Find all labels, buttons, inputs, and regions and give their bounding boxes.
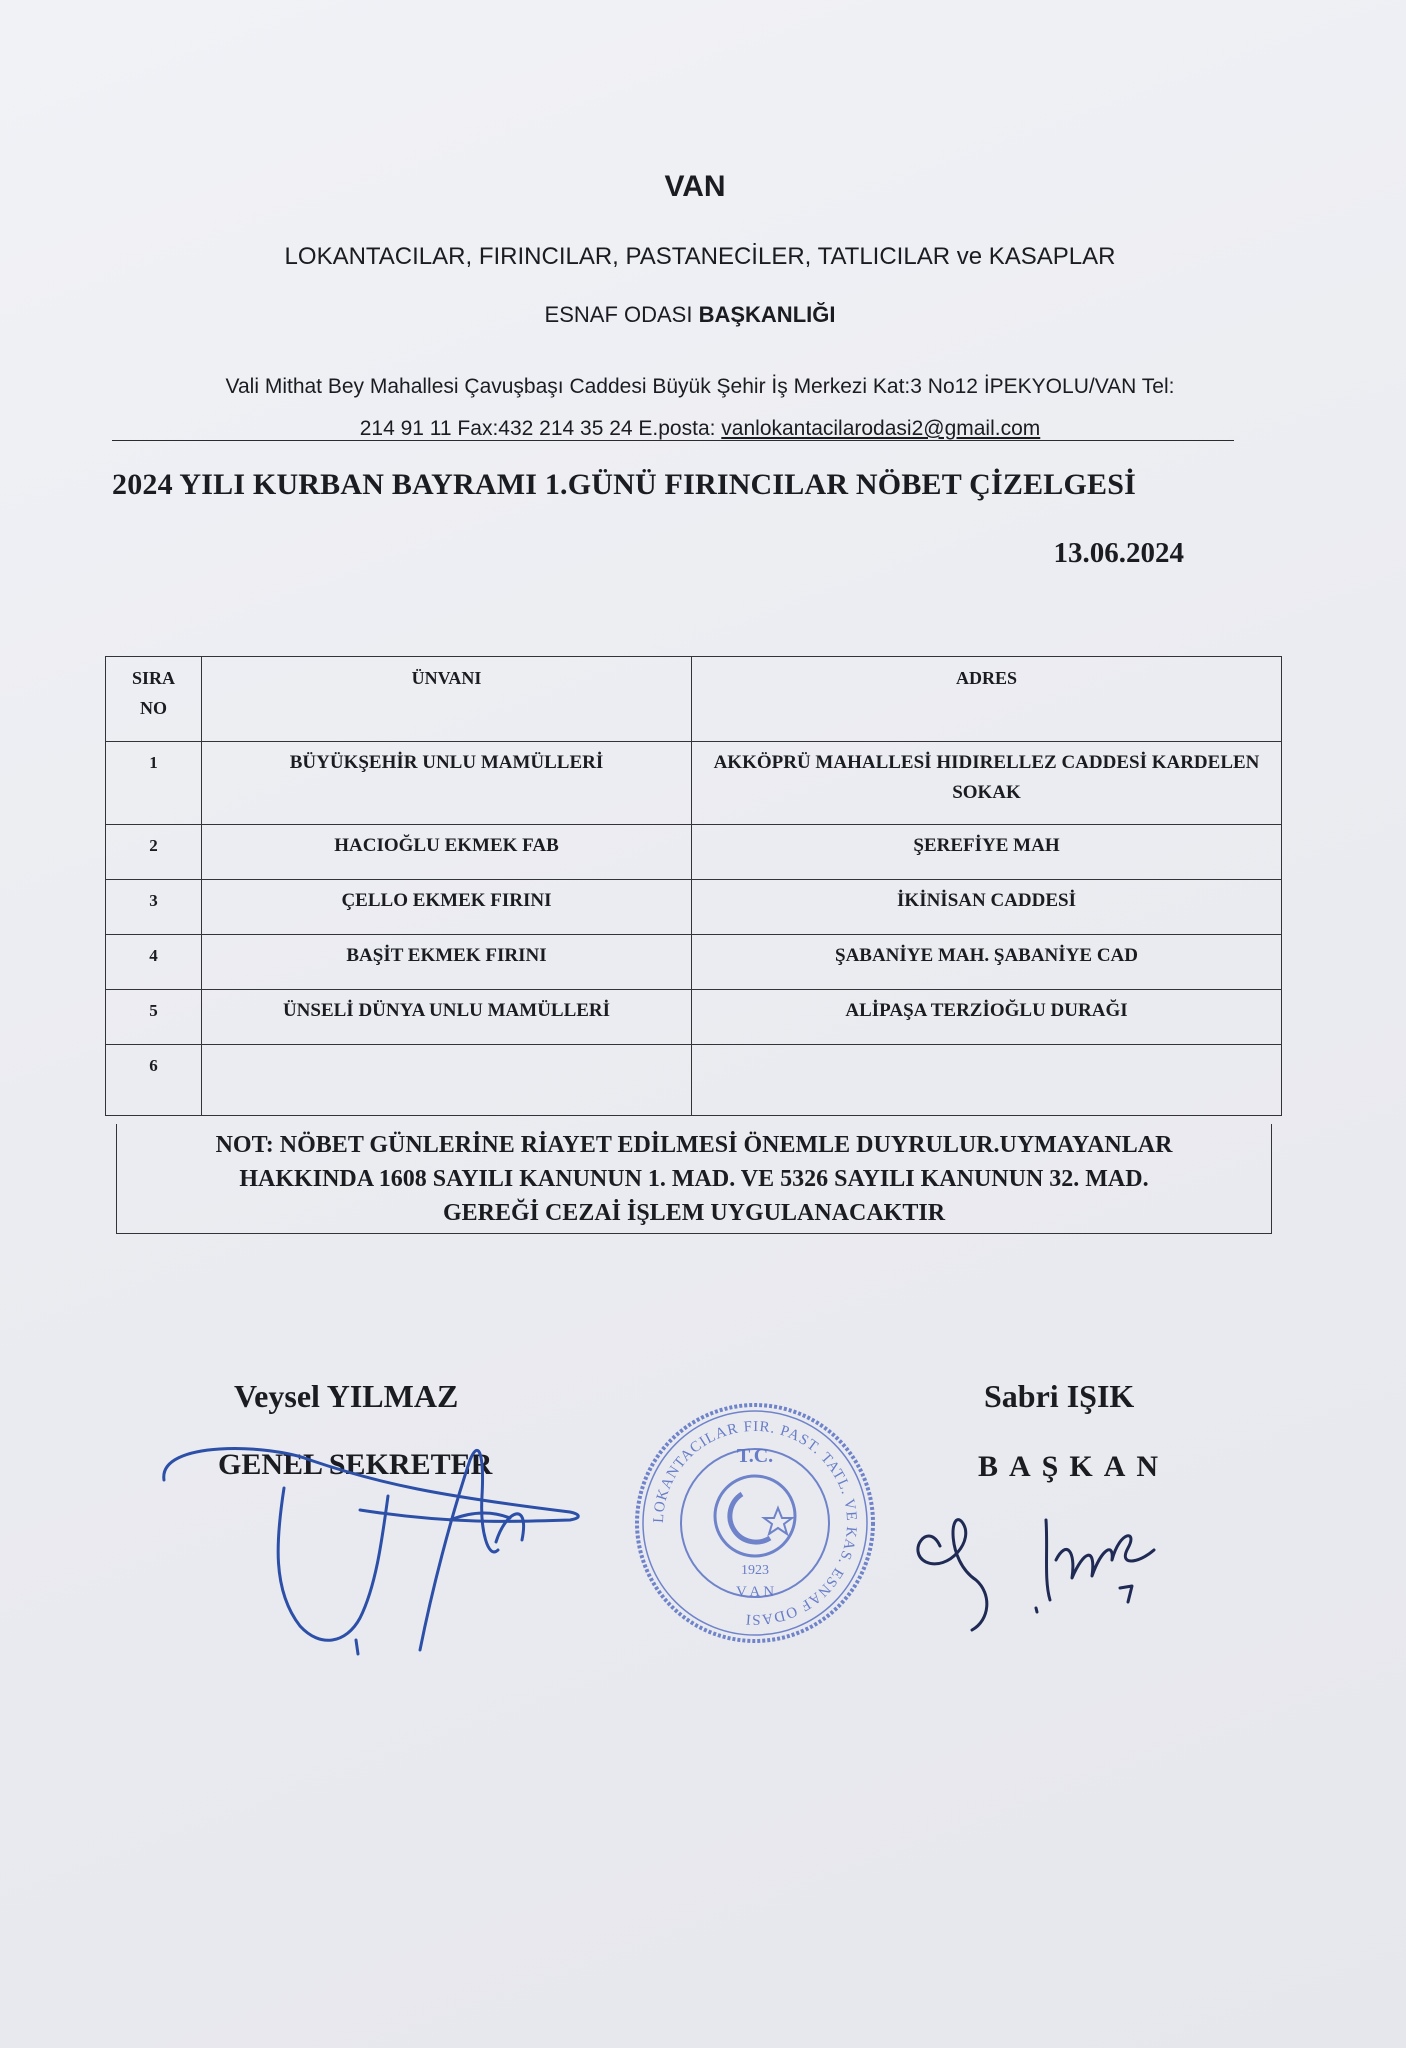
cell-title [202,1045,692,1116]
president-name: Sabri IŞIK [984,1378,1135,1414]
cell-address [692,1045,1282,1116]
secretary-title: GENEL SEKRETER [218,1448,493,1481]
header-divider [112,440,1234,441]
notice-line-2: HAKKINDA 1608 SAYILI KANUNUN 1. MAD. VE 5326 SAYILI KANUNUN 32. MAD. [239,1166,1149,1192]
contact-address [110,366,1290,450]
legal-notice [116,1124,1272,1234]
document-title: 2024 YILI KURBAN BAYRAMI 1.GÜNÜ FIRINCILAR NÖBET ÇİZELGESİ [112,468,1136,501]
cell-title: ÜNSELİ DÜNYA UNLU MAMÜLLERİ [202,990,692,1045]
notice-line-3: GEREĞİ CEZAİ İŞLEM UYGULANACAKTIR [442,1200,946,1226]
organization-name: LOKANTACILAR, FIRINCILAR, PASTANECİLER, TATLICILAR ve KASAPLAR [284,243,1116,270]
cell-address: İKİNİSAN CADDESİ [692,880,1282,935]
official-stamp-icon [630,1398,880,1648]
email-link[interactable]: vanlokantacilarodasi2@gmail.com [721,417,1041,440]
cell-title: ÇELLO EKMEK FIRINI [202,880,692,935]
cell-no: 4 [106,935,202,990]
president-title: BAŞKAN [978,1450,1170,1483]
address-line-2 [110,408,1290,450]
cell-address: ALİPAŞA TERZİOĞLU DURAĞI [692,990,1282,1045]
notice-line-1: NOT: NÖBET GÜNLERİNE RİAYET EDİLMESİ ÖNEMLE DUYRULUR.UYMAYANLAR [215,1132,1173,1158]
secretary-signature-icon [150,1400,590,1660]
chamber-suffix: BAŞKANLIĞI [698,302,836,327]
table-row [106,742,1282,825]
phone-fax: 214 91 11 Fax:432 214 35 24 E.posta: [359,417,716,440]
header-unvani: ÜNVANI [202,657,692,742]
table-row [106,990,1282,1045]
stamp-ring-text: LOKANTACILAR FIR. PAST. TATL. VE KAS. ESNAF ODASI [650,1418,860,1628]
duty-schedule-table [105,656,1282,1116]
stamp-city: V A N [735,1584,775,1600]
document-date: 13.06.2024 [1053,537,1184,569]
cell-no: 3 [106,880,202,935]
cell-address: ŞABANİYE MAH. ŞABANİYE CAD [692,935,1282,990]
cell-address: ŞEREFİYE MAH [692,825,1282,880]
cell-title: BAŞİT EKMEK FIRINI [202,935,692,990]
table-row [106,880,1282,935]
table-header-row [106,657,1282,742]
address-line-1: Vali Mithat Bey Mahallesi Çavuşbaşı Caddesi Büyük Şehir İş Merkezi Kat:3 No12 İPEKYOLU/VAN Tel: [225,375,1175,398]
header-sira: SIRA [131,668,175,688]
table-row [106,1045,1282,1116]
cell-no: 2 [106,825,202,880]
stamp-initials: T.C. [736,1445,774,1467]
header-sira-no [106,657,202,742]
secretary-name: Veysel YILMAZ [234,1378,459,1414]
cell-no: 5 [106,990,202,1045]
chamber-name [0,302,1380,328]
table-row [106,935,1282,990]
chamber-prefix: ESNAF ODASI [544,302,693,327]
cell-title: HACIOĞLU EKMEK FAB [202,825,692,880]
cell-no: 6 [106,1045,202,1116]
table-row [106,825,1282,880]
city-heading: VAN [664,170,726,203]
header-no: NO [140,698,167,718]
cell-address: AKKÖPRÜ MAHALLESİ HIDIRELLEZ CADDESİ KARDELEN SOKAK [692,742,1282,825]
stamp-year: 1923 [741,1563,769,1578]
cell-no: 1 [106,742,202,825]
president-signature-icon [906,1490,1166,1640]
cell-title: BÜYÜKŞEHİR UNLU MAMÜLLERİ [202,742,692,825]
header-adres: ADRES [692,657,1282,742]
